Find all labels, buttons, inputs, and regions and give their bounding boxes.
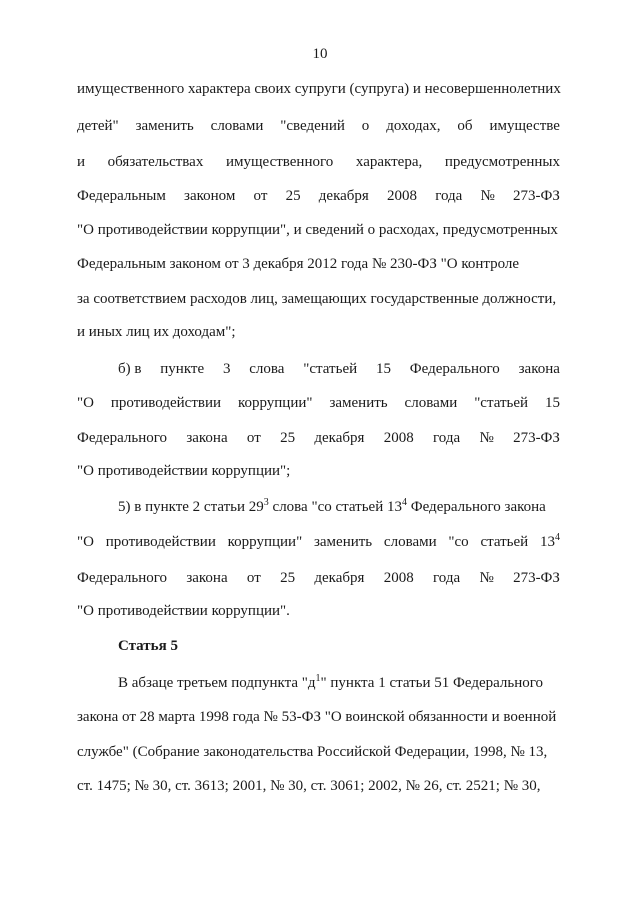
word: 15 (375, 361, 391, 377)
word: "со (448, 534, 469, 550)
text-line: закона от 28 марта 1998 года № 53-ФЗ "О воинской обязанности и военной (77, 709, 557, 725)
word: законом (184, 188, 236, 204)
word: 25 (285, 188, 301, 204)
word: "О (77, 395, 94, 411)
text-line: "О противодействии коррупции"; (77, 463, 291, 479)
word: заменить (313, 534, 373, 550)
text-line (77, 394, 560, 412)
word: о (361, 118, 370, 134)
word: Федеральным (77, 188, 166, 204)
word: коррупции" (237, 395, 313, 411)
superscript: 1 (315, 673, 321, 684)
word: декабря (314, 430, 365, 446)
word: 273-ФЗ (513, 570, 560, 586)
text-line (77, 569, 560, 587)
word: 2008 (383, 430, 414, 446)
word: от (253, 188, 268, 204)
word: предусмотренных (444, 154, 560, 170)
word: года (433, 430, 461, 446)
word: 25 (280, 570, 296, 586)
text-line: имущественного характера своих супруги (супруга) и несовершеннолетних (77, 81, 561, 97)
word: "О (77, 534, 94, 550)
text-line (77, 187, 560, 205)
word: Федерального (77, 430, 168, 446)
word: доходах, (386, 118, 441, 134)
text-line: ст. 1475; № 30, ст. 3613; 2001, № 30, ст. 3061; 2002, № 26, ст. 2521; № 30, (77, 778, 541, 794)
word (540, 533, 560, 551)
word: коррупции" (227, 534, 303, 550)
word: 2008 (387, 188, 418, 204)
word: 3 (222, 361, 231, 377)
superscript: 3 (263, 497, 269, 508)
word: имуществе (489, 118, 560, 134)
text-fragment: 13 (539, 534, 555, 550)
word: № (480, 188, 495, 204)
word: 25 (280, 430, 296, 446)
article-heading: Статья 5 (118, 638, 178, 654)
text-fragment: Федерального закона (407, 499, 546, 515)
superscript: 4 (402, 497, 407, 508)
word: противодействии (110, 395, 222, 411)
word: 273-ФЗ (513, 188, 560, 204)
text-fragment: 5) в пункте 2 статьи 29 (118, 499, 264, 515)
word: № (479, 430, 494, 446)
word: статьей (480, 534, 529, 550)
text-line: службе" (Собрание законодательства Российской Федерации, 1998, № 13, (77, 744, 548, 760)
text-line: за соответствием расходов лиц, замещающих государственные должности, (77, 291, 557, 307)
word: 15 (544, 395, 560, 411)
word: б) в (118, 361, 142, 377)
word: "сведений (280, 118, 345, 134)
word: словами (210, 118, 264, 134)
word: № (479, 570, 494, 586)
word: и (77, 154, 86, 170)
word: "статьей (303, 361, 358, 377)
text-line (118, 360, 560, 378)
text-line: Федеральным законом от 3 декабря 2012 года № 230-ФЗ "О контроле (77, 256, 520, 272)
text-fragment: слова "со статьей 13 (268, 499, 402, 515)
text-line (118, 674, 560, 692)
word: Федерального (409, 361, 500, 377)
page-number: 10 (312, 46, 328, 62)
word: заменить (329, 395, 388, 411)
word: словами (404, 395, 458, 411)
word: обязательствах (107, 154, 204, 170)
word: декабря (318, 188, 369, 204)
word: слова (249, 361, 285, 377)
word: заменить (135, 118, 194, 134)
word: от (246, 570, 261, 586)
text-fragment: " пункта 1 статьи 51 Федерального (320, 675, 544, 691)
text-line (77, 533, 560, 551)
word: словами (383, 534, 437, 550)
text-line (77, 429, 560, 447)
word: от (246, 430, 261, 446)
word: года (433, 570, 461, 586)
word: об (457, 118, 473, 134)
word: противодействии (105, 534, 216, 550)
text-line (77, 117, 560, 135)
text-line (77, 153, 560, 171)
text-line: и иных лиц их доходам"; (77, 324, 236, 340)
word: года (435, 188, 463, 204)
word: 273-ФЗ (513, 430, 560, 446)
word: 2008 (383, 570, 414, 586)
text-fragment: В абзаце третьем подпункта "д (118, 675, 316, 691)
word: Федерального (77, 570, 168, 586)
word: закона (186, 430, 228, 446)
word: имущественного (225, 154, 334, 170)
word: детей" (77, 118, 119, 134)
word: декабря (314, 570, 365, 586)
word: закона (186, 570, 228, 586)
text-line (118, 498, 560, 516)
word: пункте (160, 361, 205, 377)
text-line: "О противодействии коррупции". (77, 603, 290, 619)
word: закона (518, 361, 560, 377)
superscript: 4 (554, 532, 560, 543)
word: характера, (355, 154, 423, 170)
word: "статьей (474, 395, 529, 411)
text-line: "О противодействии коррупции", и сведений о расходах, предусмотренных (77, 222, 558, 238)
